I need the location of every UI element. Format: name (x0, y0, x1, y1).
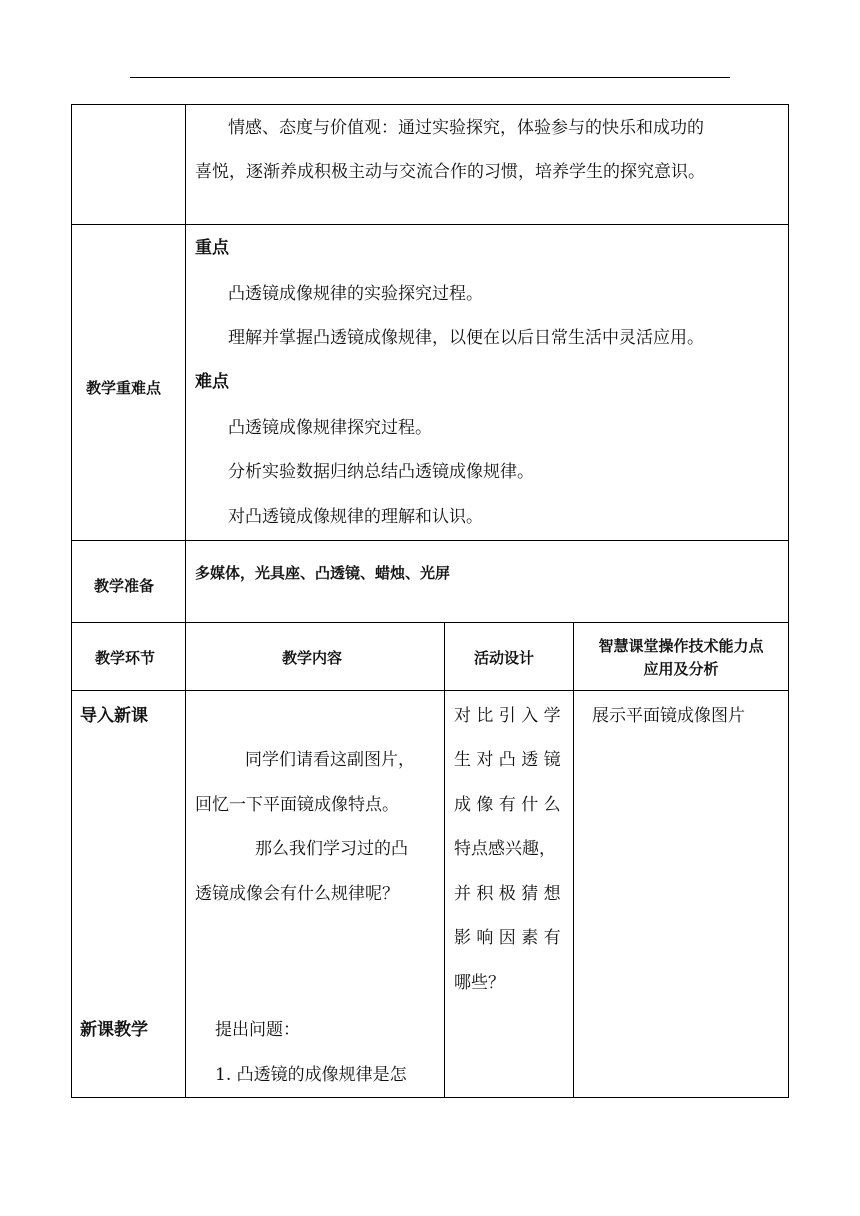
header-tech-line-1: 智慧课堂操作技术能力点 (598, 637, 764, 655)
content-line-4: 透镜成像会有什么规律呢？ (195, 884, 399, 904)
difficulty-item-2: 分析实验数据归纳总结凸透镜成像规律。 (228, 462, 534, 482)
activity-line-7: 哪些？ (454, 973, 505, 993)
activity-line-3: 成 像 有 什 么 (454, 795, 561, 815)
activity-line-5: 并 积 极 猜 想 (454, 884, 561, 904)
difficulty-item-1: 凸透镜成像规律探究过程。 (228, 418, 432, 438)
content-line-2: 回忆一下平面镜成像特点。 (195, 795, 399, 815)
focus-item-2: 理解并掌握凸透镜成像规律，以便在以后日常生活中灵活应用。 (228, 328, 704, 348)
activity-line-1: 对 比 引 入 学 (454, 706, 561, 726)
content-line-6: 1. 凸透镜的成像规律是怎 (215, 1065, 407, 1085)
row-divider-4 (71, 690, 789, 691)
affect-line-2: 喜悦，逐渐养成积极主动与交流合作的习惯，培养学生的探究意识。 (195, 162, 705, 182)
header-rule (130, 77, 730, 78)
content-line-1: 同学们请看这副图片， (245, 750, 415, 770)
prep-label: 教学准备 (94, 577, 155, 595)
activity-line-4: 特点感兴趣， (454, 839, 556, 859)
content-line-5: 提出问题： (215, 1020, 300, 1040)
row-divider-2 (71, 540, 789, 541)
column-divider-2 (444, 622, 445, 1097)
header-stage: 教学环节 (95, 649, 156, 667)
header-content: 教学内容 (282, 649, 343, 667)
row-divider-1 (71, 224, 789, 225)
table-border-bottom (71, 1097, 789, 1098)
stage-intro: 导入新课 (80, 706, 148, 726)
table-border-right (788, 104, 789, 1097)
column-divider-3 (573, 622, 574, 1097)
activity-line-2: 生 对 凸 透 镜 (454, 750, 561, 770)
stage-new-lesson: 新课教学 (80, 1020, 148, 1040)
column-divider-1 (185, 104, 186, 1097)
prep-content: 多媒体，光具座、凸透镜、蜡烛、光屏 (195, 564, 451, 582)
content-line-3: 那么我们学习过的凸 (255, 839, 408, 859)
tech-text: 展示平面镜成像图片 (592, 706, 745, 726)
header-tech-line-2: 应用及分析 (643, 660, 719, 678)
row-divider-3 (71, 622, 789, 623)
affect-line-1: 情感、态度与价值观：通过实验探究，体验参与的快乐和成功的 (228, 118, 704, 138)
table-border-top (71, 104, 789, 105)
focus-heading: 重点 (195, 238, 229, 258)
key-points-label: 教学重难点 (86, 379, 162, 397)
header-activity: 活动设计 (474, 649, 535, 667)
activity-line-6: 影 响 因 素 有 (454, 928, 561, 948)
focus-item-1: 凸透镜成像规律的实验探究过程。 (228, 284, 483, 304)
difficulty-heading: 难点 (195, 372, 229, 392)
table-border-left (71, 104, 72, 1097)
difficulty-item-3: 对凸透镜成像规律的理解和认识。 (228, 507, 483, 527)
